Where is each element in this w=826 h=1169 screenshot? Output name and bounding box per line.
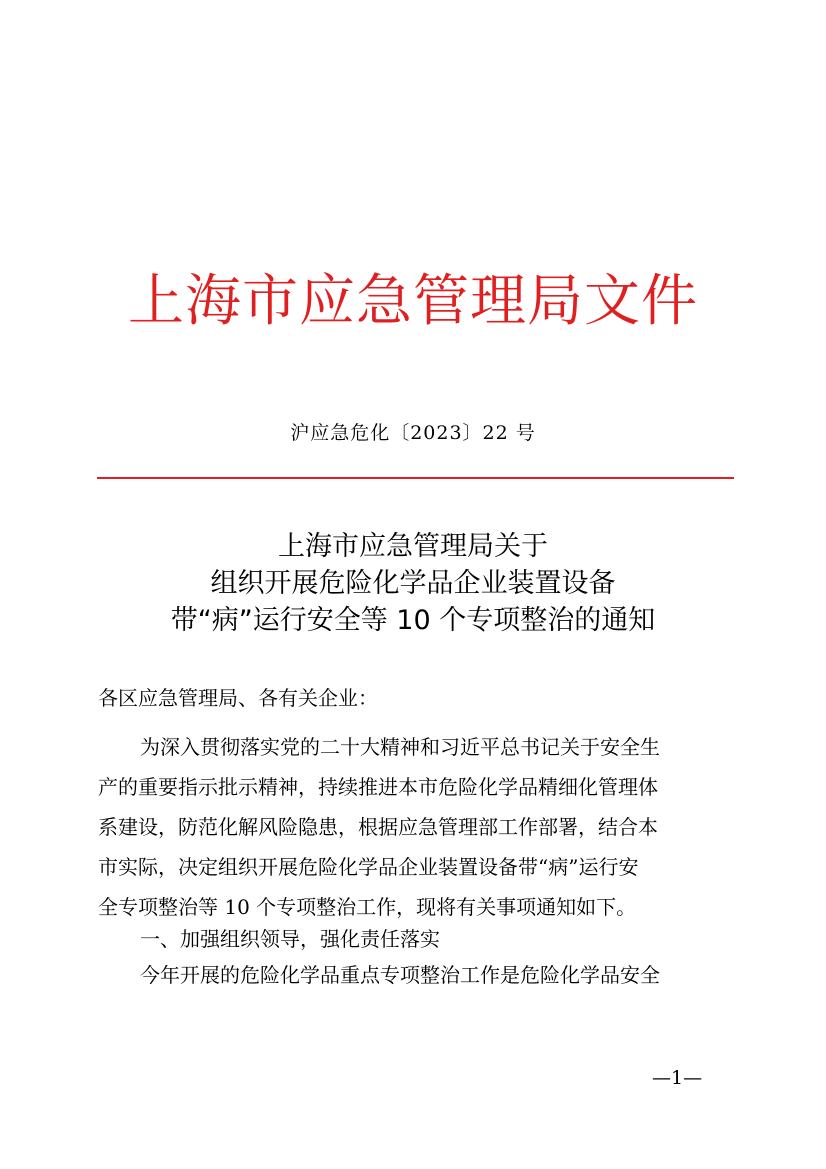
notice-title-line: 带“病”运行安全等 10 个专项整治的通知	[170, 605, 656, 636]
paragraph-line: 产的重要指示批示精神，持续推进本市危险化学品精细化管理体	[98, 775, 658, 799]
page-number: —1—	[652, 1067, 703, 1089]
notice-title-line: 组织开展危险化学品企业装置设备	[210, 568, 616, 599]
notice-title-line: 上海市应急管理局关于	[278, 531, 548, 562]
paragraph-line: 市实际，决定组织开展危险化学品企业装置设备带“病”运行安	[98, 855, 639, 879]
body-paragraph	[98, 727, 729, 927]
paragraph-line: 系建设，防范化解风险隐患，根据应急管理部工作部署，结合本	[98, 815, 658, 839]
header-title: 上海市应急管理局文件	[128, 269, 698, 334]
paragraph-line: 全专项整治等 10 个专项整治工作，现将有关事项通知如下。	[98, 895, 637, 919]
paragraph-line: 为深入贯彻落实党的二十大精神和习近平总书记关于安全生	[140, 735, 660, 759]
section-heading: 一、加强组织领导，强化责任落实	[140, 927, 440, 951]
red-divider-rule	[97, 477, 734, 479]
notice-title	[0, 528, 826, 639]
salutation: 各区应急管理局、各有关企业：	[98, 686, 378, 710]
document-number: 沪应急危化〔2023〕22 号	[290, 422, 536, 444]
continuation-line: 今年开展的危险化学品重点专项整治工作是危险化学品安全	[140, 963, 660, 987]
